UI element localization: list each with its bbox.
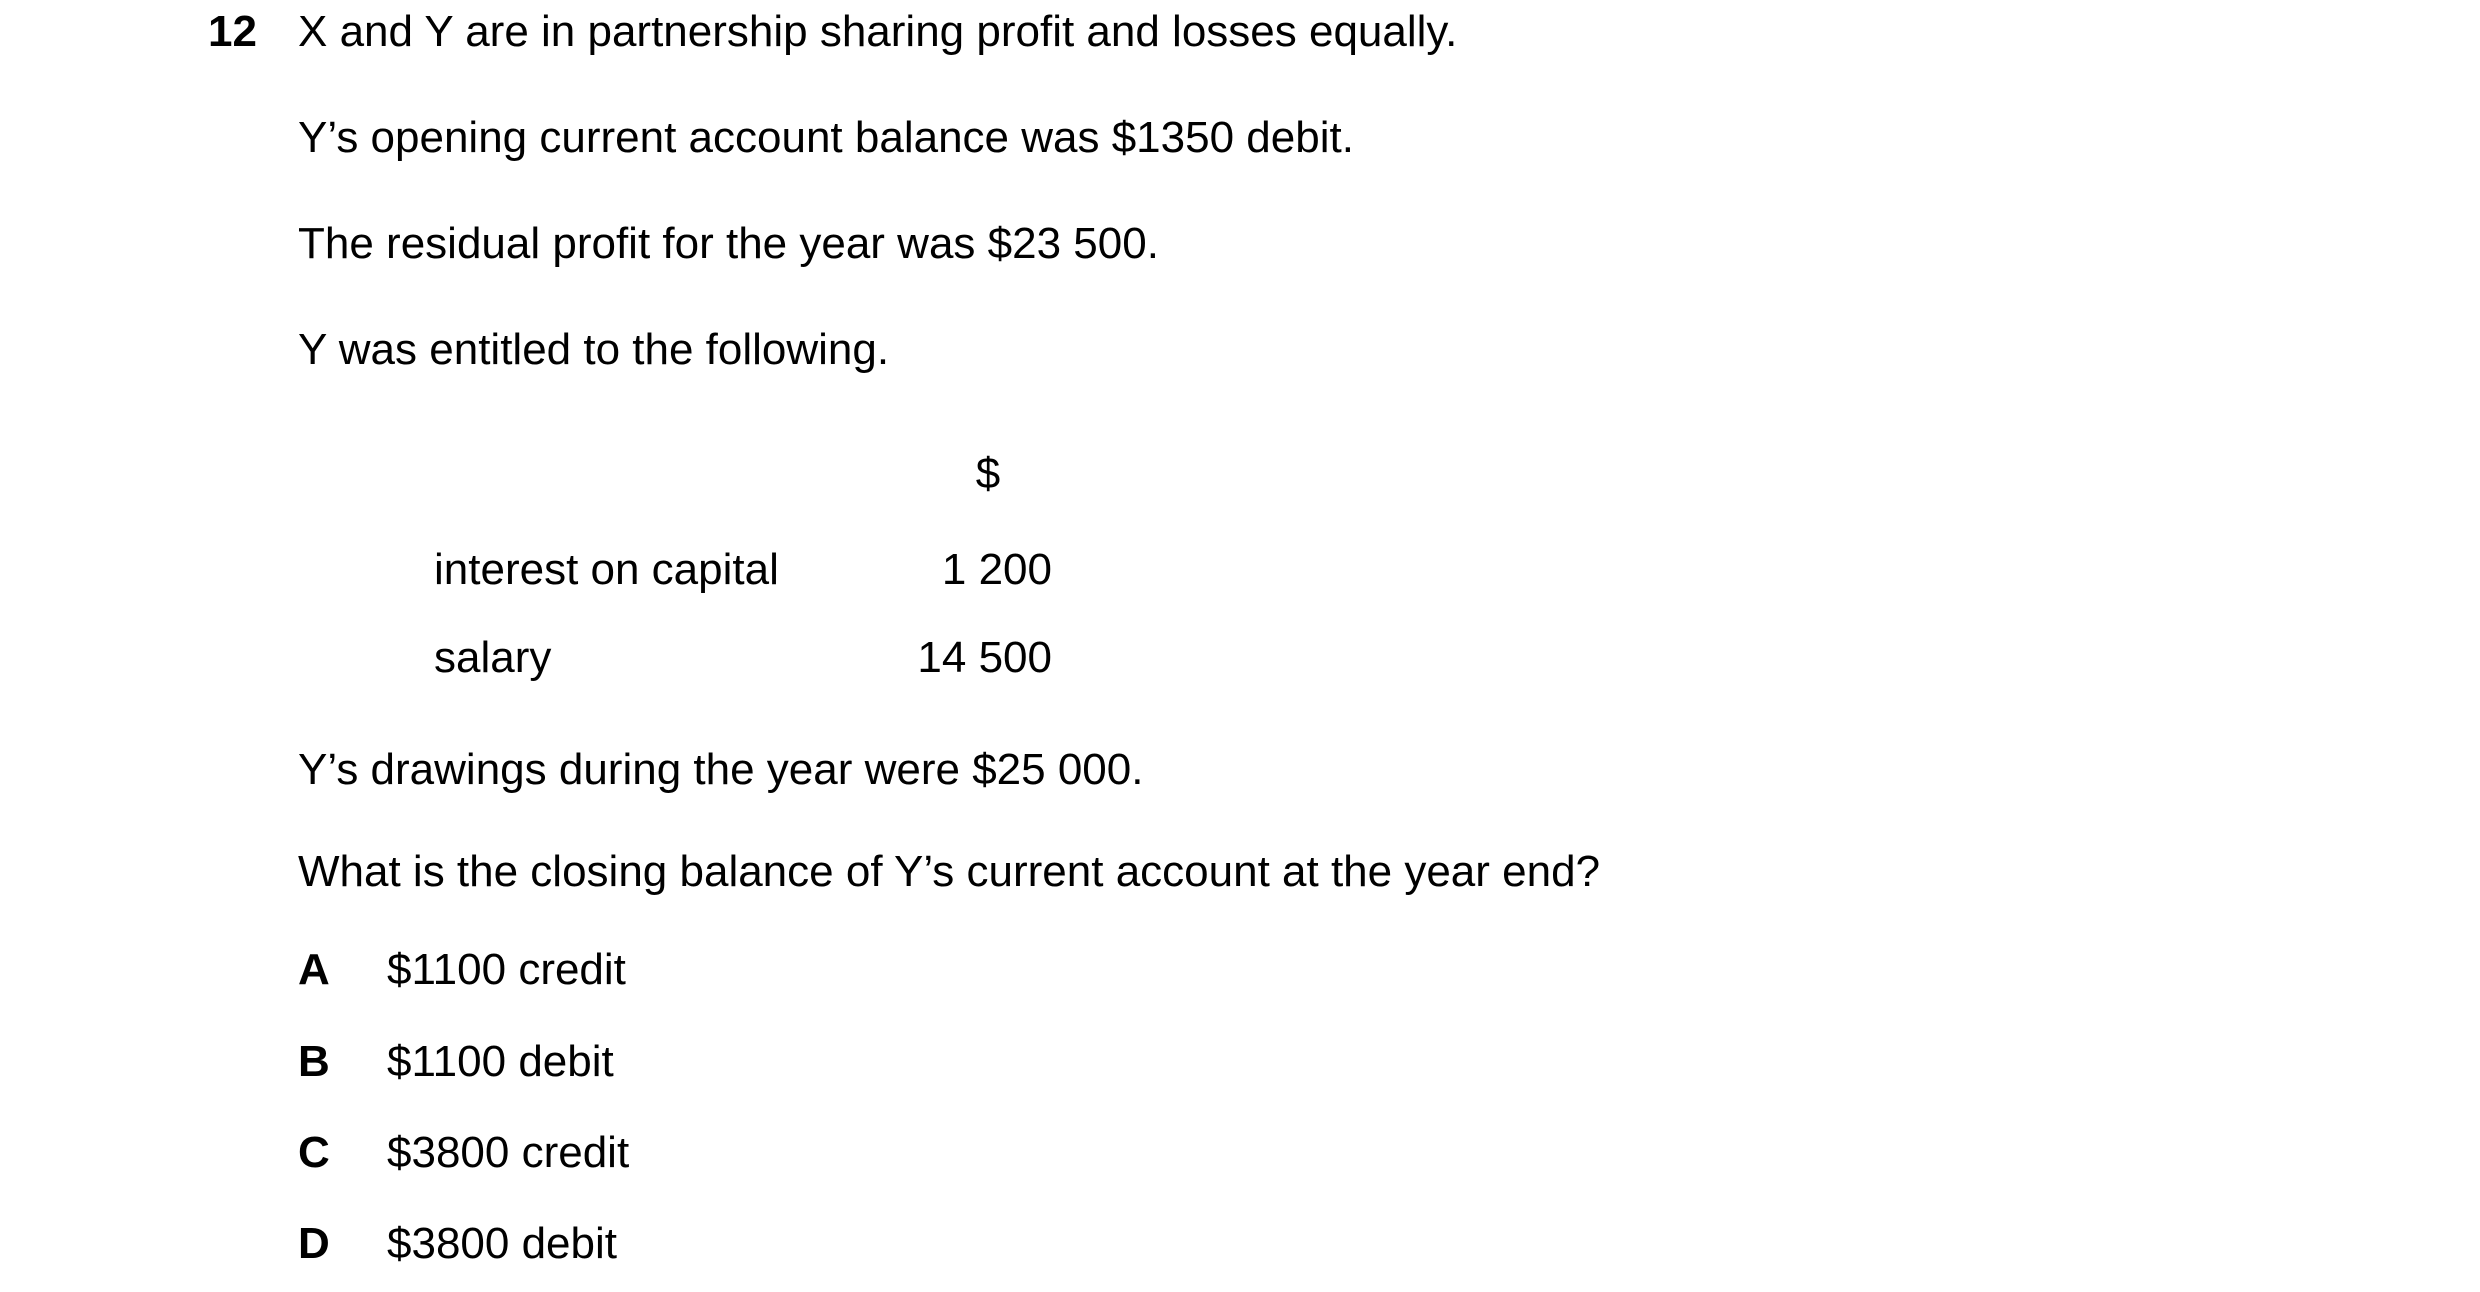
option-letter: C (298, 1128, 330, 1177)
question-prompt: What is the closing balance of Y’s current account at the year end? (298, 847, 1601, 896)
option-letter: A (298, 945, 330, 994)
currency-header: $ (975, 449, 1001, 498)
table-row-amount: 14 500 (917, 633, 1052, 682)
option-text: $1100 debit (387, 1037, 614, 1086)
question-stem-line-4: Y was entitled to the following. (298, 325, 890, 374)
question-stem-line-5: Y’s drawings during the year were $25 000. (298, 745, 1144, 794)
option-letter: B (298, 1037, 330, 1086)
table-row-label: interest on capital (434, 545, 779, 594)
table-row-amount: 1 200 (941, 545, 1052, 594)
question-stem-line-1: X and Y are in partnership sharing profit and losses equally. (298, 7, 1458, 56)
question-number: 12 (208, 7, 257, 56)
question-stem-line-2: Y’s opening current account balance was $1350 debit. (298, 113, 1354, 162)
option-text: $1100 credit (387, 945, 626, 994)
option-letter: D (298, 1219, 330, 1268)
table-row-label: salary (434, 633, 552, 682)
option-text: $3800 credit (387, 1128, 630, 1177)
option-text: $3800 debit (387, 1219, 617, 1268)
question-stem-line-3: The residual profit for the year was $23 500. (298, 219, 1159, 268)
